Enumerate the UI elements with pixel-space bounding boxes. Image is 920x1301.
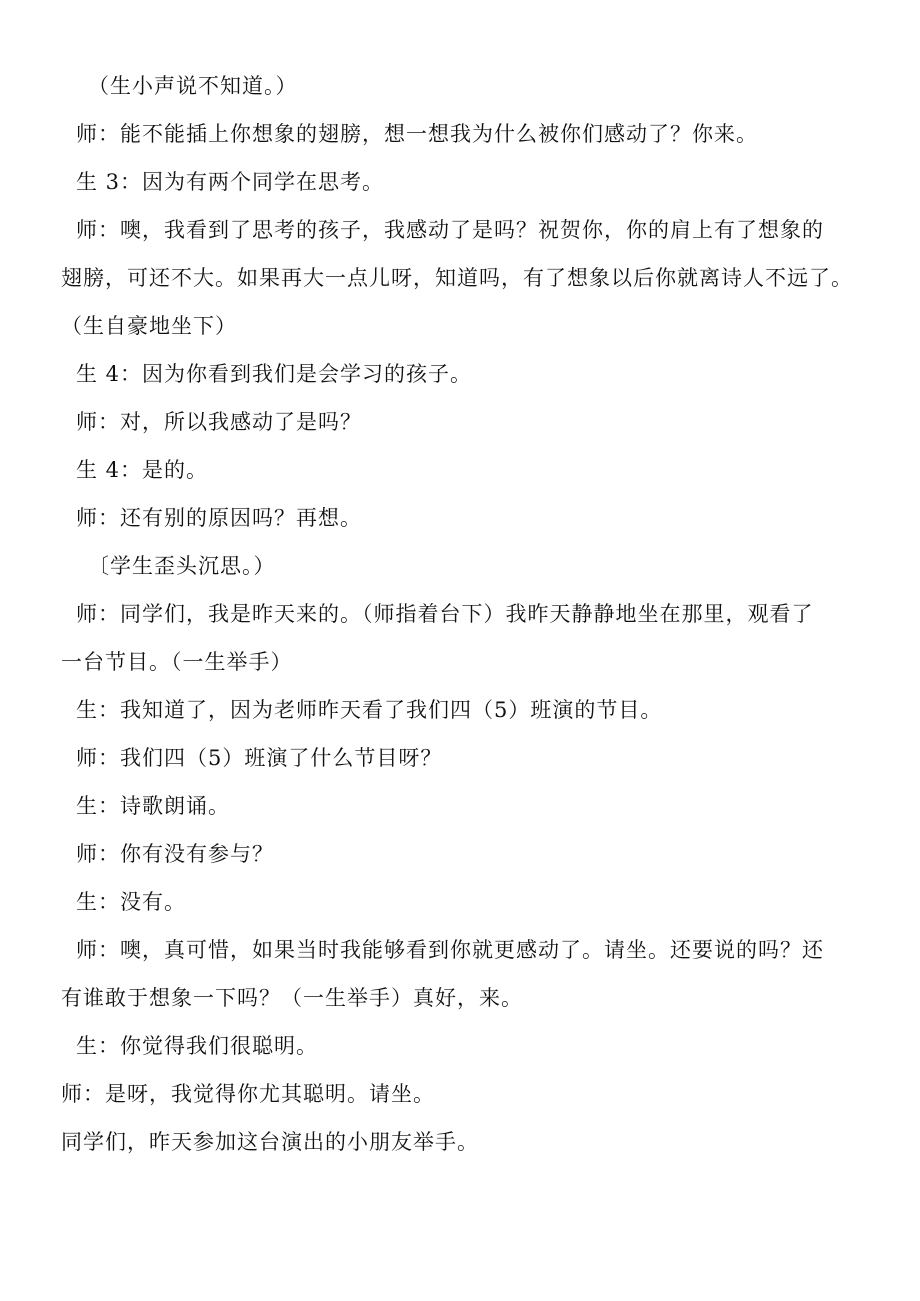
text-line: 〔学生歪头沉思。） — [88, 554, 276, 578]
text-line: 有谁敢于想象一下吗？（一生举手）真好，来。 — [61, 986, 523, 1010]
text-line: 师：噢，真可惜，如果当时我能够看到你就更感动了。请坐。还要说的吗？还 — [76, 938, 824, 962]
text-line: 同学们，昨天参加这台演出的小朋友举手。 — [61, 1130, 479, 1154]
text-line: 一台节目。（一生举手） — [61, 650, 293, 674]
text-line: 师：你有没有参与？ — [76, 842, 274, 866]
text-line: 师：是呀，我觉得你尤其聪明。请坐。 — [61, 1082, 435, 1106]
text-line: 翅膀，可还不大。如果再大一点儿呀，知道吗，有了想象以后你就离诗人不远了。 — [61, 266, 853, 290]
text-line: 师：同学们，我是昨天来的。（师指着台下）我昨天静静地坐在那里，观看了 — [76, 602, 814, 626]
text-line: （生小声说不知道。） — [88, 74, 298, 98]
text-line: 生 4：因为你看到我们是会学习的孩子。 — [76, 362, 473, 386]
text-line: 师：能不能插上你想象的翅膀，想一想我为什么被你们感动了？你来。 — [76, 122, 758, 146]
text-line: 生：没有。 — [76, 890, 186, 914]
text-line: 生：你觉得我们很聪明。 — [76, 1034, 318, 1058]
text-line: 生 4：是的。 — [76, 458, 209, 482]
text-line: 生：诗歌朗诵。 — [76, 794, 230, 818]
text-line: 师：我们四（5）班演了什么节目呀？ — [76, 746, 443, 770]
text-line: 生 3：因为有两个同学在思考。 — [76, 170, 385, 194]
text-line: 师：还有别的原因吗？再想。 — [76, 506, 362, 530]
text-line: 生：我知道了，因为老师昨天看了我们四（5）班演的节目。 — [76, 698, 663, 722]
text-line: （生自豪地坐下） — [61, 314, 237, 338]
text-line: 师：对，所以我感动了是吗？ — [76, 410, 362, 434]
text-line: 师：噢，我看到了思考的孩子，我感动了是吗？祝贺你，你的肩上有了想象的 — [76, 218, 824, 242]
